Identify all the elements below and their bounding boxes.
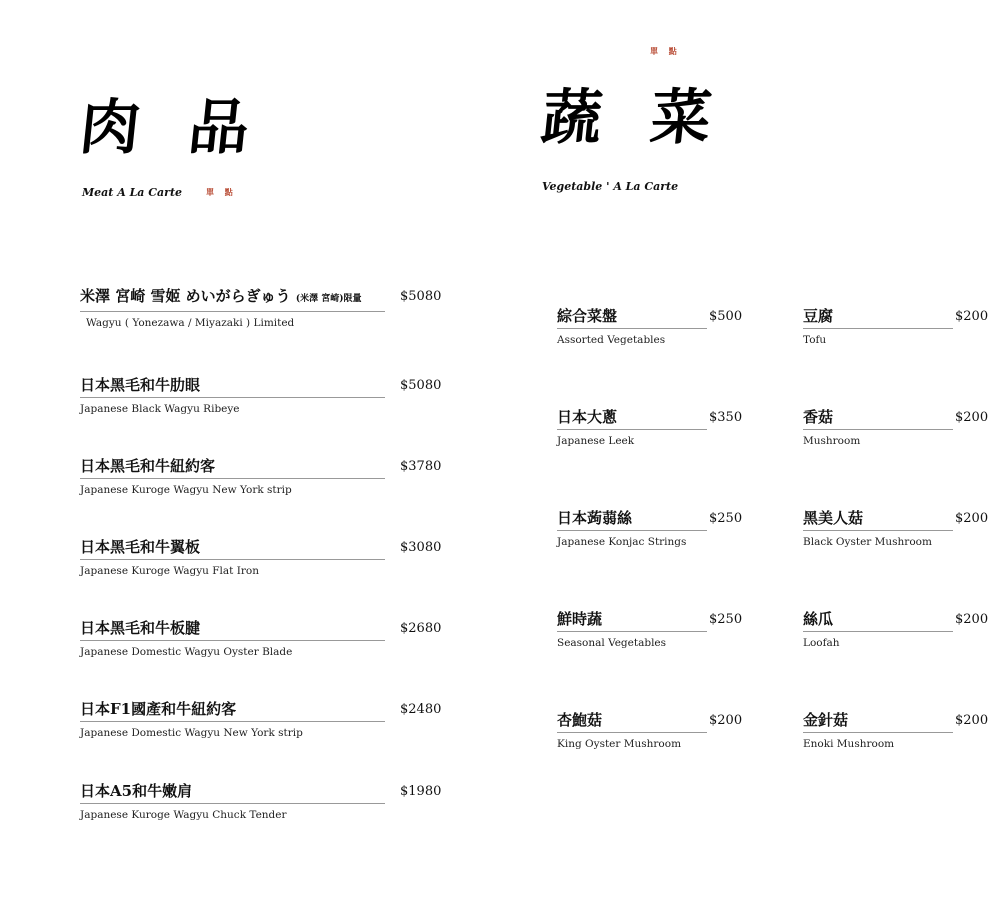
item-divider xyxy=(557,631,707,632)
list-item xyxy=(80,375,385,415)
item-english-name: Japanese Black Wagyu Ribeye xyxy=(80,403,240,415)
item-divider xyxy=(803,429,953,430)
item-english-name: Japanese Leek xyxy=(557,435,635,447)
item-price: $1980 xyxy=(400,784,442,799)
item-english-name: Japanese Kuroge Wagyu New York strip xyxy=(80,484,292,496)
item-divider xyxy=(803,732,953,733)
item-divider xyxy=(803,328,953,329)
list-item xyxy=(80,618,385,658)
item-name: 日本A5和牛嫩肩 xyxy=(80,782,193,800)
veg-subtitle: Vegetable ' A La Carte xyxy=(542,180,679,193)
item-price: $350 xyxy=(709,410,743,425)
item-name: 日本黑毛和牛肋眼 xyxy=(80,376,201,394)
list-item xyxy=(557,508,707,548)
item-english-name: Japanese Domestic Wagyu New York strip xyxy=(80,727,303,739)
item-price: $5080 xyxy=(400,378,442,393)
item-price: $2480 xyxy=(400,702,442,717)
item-divider xyxy=(557,429,707,430)
item-english-name: Enoki Mushroom xyxy=(803,738,895,750)
item-divider xyxy=(803,530,953,531)
item-price: $200 xyxy=(955,511,989,526)
list-item xyxy=(557,609,707,649)
list-item xyxy=(803,306,953,346)
item-divider xyxy=(80,478,385,479)
item-english-name: Japanese Kuroge Wagyu Chuck Tender xyxy=(80,809,287,821)
item-name: 日本黑毛和牛翼板 xyxy=(80,538,201,556)
item-name: 金針菇 xyxy=(803,711,849,729)
item-price: $3080 xyxy=(400,540,442,555)
list-item xyxy=(803,508,953,548)
meat-title: 肉 品 xyxy=(76,93,267,163)
item-divider xyxy=(557,328,707,329)
list-item xyxy=(557,710,707,750)
item-english-name: Wagyu ( Yonezawa / Miyazaki ) Limited xyxy=(86,317,295,329)
list-item xyxy=(80,537,385,577)
item-divider xyxy=(557,530,707,531)
veg-tag: 單 點 xyxy=(650,47,681,56)
item-name: 香菇 xyxy=(803,408,834,426)
list-item xyxy=(803,609,953,649)
item-divider xyxy=(557,732,707,733)
item-divider xyxy=(80,311,385,312)
item-price: $3780 xyxy=(400,459,442,474)
item-name: 綜合菜盤 xyxy=(557,307,618,325)
meat-subtitle: Meat A La Carte xyxy=(82,186,183,199)
list-item xyxy=(80,456,385,496)
list-item xyxy=(80,781,385,821)
item-name: 黑美人菇 xyxy=(803,509,864,527)
item-english-name: Japanese Kuroge Wagyu Flat Iron xyxy=(80,565,259,577)
item-price: $250 xyxy=(709,612,743,627)
item-price: $200 xyxy=(955,713,989,728)
item-name: 日本蒟蒻絲 xyxy=(557,509,633,527)
list-item xyxy=(803,407,953,447)
item-price: $200 xyxy=(955,612,989,627)
item-price: $200 xyxy=(955,410,989,425)
item-english-name: Seasonal Vegetables xyxy=(557,637,667,649)
list-item xyxy=(80,286,385,329)
item-name: 米澤 宮崎 雪姬 めいがらぎゅう (米澤 宮崎)限量 xyxy=(80,287,362,305)
list-item xyxy=(803,710,953,750)
item-name: 日本大蔥 xyxy=(557,408,618,426)
item-english-name: King Oyster Mushroom xyxy=(557,738,682,750)
item-price: $200 xyxy=(709,713,743,728)
item-name: 絲瓜 xyxy=(803,610,834,628)
list-item xyxy=(557,407,707,447)
item-name: 日本F1國產和牛紐約客 xyxy=(80,700,237,718)
item-divider xyxy=(80,559,385,560)
list-item xyxy=(80,699,385,739)
item-price: $500 xyxy=(709,309,743,324)
item-divider xyxy=(803,631,953,632)
item-name: 日本黑毛和牛紐約客 xyxy=(80,457,216,475)
item-divider xyxy=(80,721,385,722)
item-divider xyxy=(80,640,385,641)
item-english-name: Mushroom xyxy=(803,435,861,447)
item-divider xyxy=(80,397,385,398)
list-item xyxy=(557,306,707,346)
item-divider xyxy=(80,803,385,804)
item-english-name: Black Oyster Mushroom xyxy=(803,536,932,548)
item-name: 鮮時蔬 xyxy=(557,610,603,628)
item-price: $2680 xyxy=(400,621,442,636)
item-price: $200 xyxy=(955,309,989,324)
veg-title: 蔬 菜 xyxy=(538,83,729,153)
item-english-name: Japanese Konjac Strings xyxy=(557,536,687,548)
item-price: $250 xyxy=(709,511,743,526)
meat-tag: 單 點 xyxy=(206,188,237,197)
item-english-name: Assorted Vegetables xyxy=(557,334,666,346)
item-name: 杏鮑菇 xyxy=(557,711,603,729)
item-english-name: Japanese Domestic Wagyu Oyster Blade xyxy=(80,646,293,658)
item-english-name: Tofu xyxy=(803,334,827,346)
item-price: $5080 xyxy=(400,289,442,304)
item-english-name: Loofah xyxy=(803,637,840,649)
item-name: 日本黑毛和牛板腱 xyxy=(80,619,201,637)
item-name: 豆腐 xyxy=(803,307,834,325)
